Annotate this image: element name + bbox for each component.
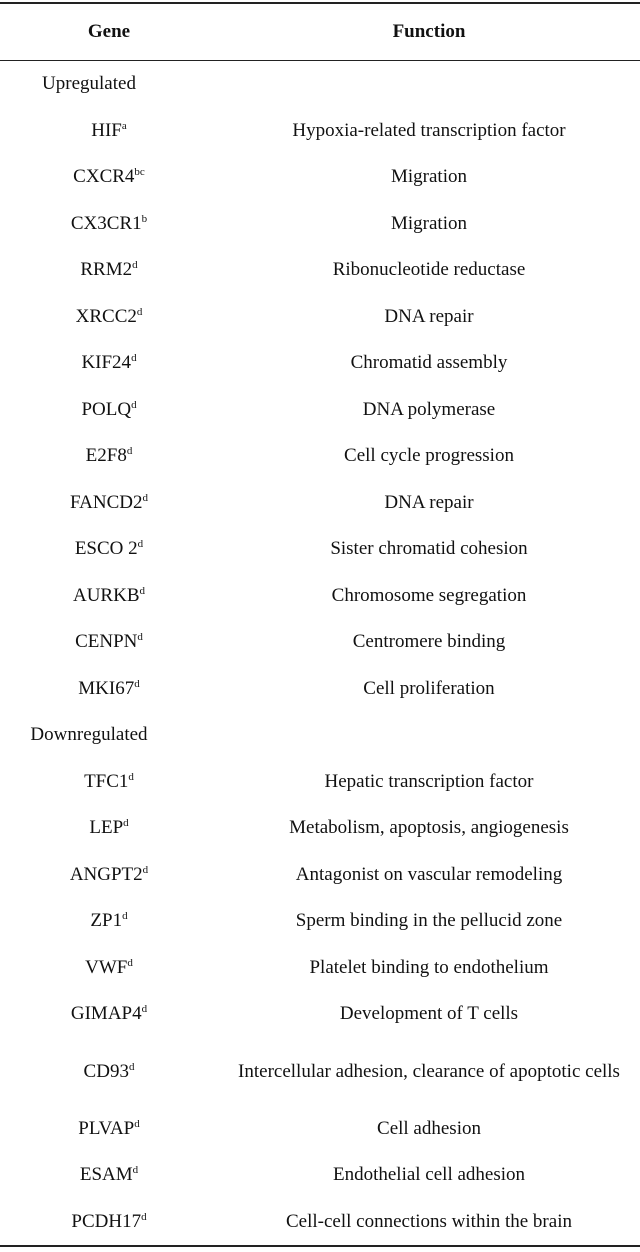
- function-cell: Development of T cells: [339, 1003, 519, 1025]
- gene-name: CX3CR1: [70, 212, 142, 234]
- gene-cell: [0, 433, 218, 480]
- gene-cell: [0, 1038, 218, 1106]
- function-cell: Cell adhesion: [377, 1117, 481, 1139]
- table-row: [0, 201, 640, 248]
- gene-cell: [0, 108, 218, 155]
- gene-cell: [0, 619, 218, 666]
- function-cell: Chromatid assembly: [350, 352, 508, 374]
- function-cell: Sister chromatid cohesion: [330, 538, 528, 560]
- gene-name: TFC1: [84, 770, 129, 792]
- header-row: [0, 3, 640, 61]
- gene-footnote-marker: d: [136, 305, 143, 318]
- table-row: [0, 1106, 640, 1153]
- section-row: [0, 61, 640, 108]
- table-row: [0, 1038, 640, 1106]
- gene-name: GIMAP4: [70, 1003, 142, 1025]
- gene-cell: [0, 526, 218, 573]
- section-label-text: Downregulated: [30, 724, 148, 746]
- gene-cell: [0, 945, 218, 992]
- gene-footnote-marker: d: [142, 863, 149, 876]
- function-cell: Antagonist on vascular remodeling: [295, 863, 563, 885]
- gene-footnote-marker: d: [126, 445, 133, 458]
- gene-footnote-marker: d: [141, 1210, 147, 1223]
- gene-name: XRCC2: [75, 305, 137, 327]
- gene-footnote-marker: b: [141, 212, 148, 225]
- table-header: [0, 3, 640, 61]
- function-cell: DNA polymerase: [362, 398, 496, 420]
- gene-footnote-marker: d: [139, 584, 145, 597]
- table-row: [0, 294, 640, 341]
- table-row: [0, 247, 640, 294]
- gene-name: CXCR4: [73, 166, 135, 188]
- section-label: [0, 61, 218, 108]
- table-row: [0, 852, 640, 899]
- gene-name: ANGPT2: [69, 863, 143, 885]
- gene-name: ESCO 2: [74, 538, 138, 560]
- function-cell: Hepatic transcription factor: [324, 770, 534, 792]
- gene-footnote-marker: d: [137, 631, 143, 644]
- gene-name: LEP: [89, 817, 124, 839]
- function-cell: Sperm binding in the pellucid zone: [295, 910, 563, 932]
- function-cell: Cell-cell connections within the brain: [286, 1210, 572, 1232]
- gene-name: ZP1: [90, 910, 123, 932]
- gene-footnote-marker: d: [142, 491, 148, 504]
- table-row: [0, 154, 640, 201]
- gene-cell: [0, 666, 218, 713]
- gene-name: FANCD2: [70, 491, 143, 513]
- table-row: [0, 805, 640, 852]
- gene-footnote-marker: d: [134, 1117, 140, 1130]
- function-cell: DNA repair: [384, 305, 474, 327]
- function-cell: Metabolism, apoptosis, angiogenesis: [289, 817, 569, 839]
- function-cell: Endothelial cell adhesion: [332, 1164, 526, 1186]
- function-cell: Centromere binding: [352, 631, 506, 653]
- function-cell: Cell cycle progression: [344, 445, 514, 467]
- function-cell: Ribonucleotide reductase: [332, 259, 526, 281]
- function-column-header: Function: [392, 21, 466, 42]
- function-cell: Hypoxia-related transcription factor: [292, 119, 566, 141]
- function-cell: [218, 61, 640, 108]
- function-cell: DNA repair: [384, 491, 474, 513]
- table-row: [0, 945, 640, 992]
- gene-footnote-marker: d: [131, 398, 137, 411]
- table-row: [0, 991, 640, 1038]
- gene-cell: [0, 201, 218, 248]
- function-cell: [218, 712, 640, 759]
- function-cell: Intercellular adhesion, clearance of apoptotic cells: [238, 1060, 620, 1082]
- function-cell: Migration: [391, 166, 467, 188]
- table-row: [0, 1152, 640, 1199]
- table-row: [0, 759, 640, 806]
- section-row: [0, 712, 640, 759]
- gene-cell: [0, 759, 218, 806]
- gene-name: POLQ: [81, 398, 132, 420]
- gene-cell: [0, 387, 218, 434]
- gene-cell: [0, 805, 218, 852]
- gene-cell: [0, 852, 218, 899]
- table-body: [0, 61, 640, 1247]
- gene-cell: [0, 573, 218, 620]
- gene-footnote-marker: d: [132, 1164, 139, 1177]
- table-row: [0, 526, 640, 573]
- gene-cell: [0, 480, 218, 527]
- gene-cell: [0, 294, 218, 341]
- gene-footnote-marker: d: [132, 259, 138, 272]
- gene-cell: [0, 340, 218, 387]
- gene-footnote-marker: d: [128, 770, 134, 783]
- function-cell: Migration: [391, 212, 467, 234]
- gene-name: AURKB: [72, 584, 140, 606]
- function-cell: Platelet binding to endothelium: [309, 956, 549, 978]
- gene-cell: [0, 898, 218, 945]
- gene-footnote-marker: d: [137, 538, 144, 551]
- gene-footnote-marker: a: [121, 119, 127, 132]
- table-row: [0, 573, 640, 620]
- gene-name: E2F8: [85, 445, 127, 467]
- table-row: [0, 433, 640, 480]
- gene-footnote-marker: d: [134, 677, 140, 690]
- gene-footnote-marker: d: [122, 910, 128, 923]
- gene-footnote-marker: d: [123, 817, 129, 830]
- gene-cell: [0, 1152, 218, 1199]
- gene-name: PLVAP: [78, 1117, 135, 1139]
- function-cell: Chromosome segregation: [331, 584, 527, 606]
- function-cell: Cell proliferation: [363, 677, 495, 699]
- gene-name: CD93: [83, 1060, 129, 1082]
- section-label-text: Upregulated: [42, 73, 136, 95]
- gene-cell: [0, 154, 218, 201]
- table-row: [0, 898, 640, 945]
- gene-cell: [0, 1106, 218, 1153]
- gene-name: HIF: [91, 119, 122, 141]
- gene-function-table: [0, 2, 640, 1247]
- gene-name: MKI67: [78, 677, 135, 699]
- gene-name: KIF24: [81, 352, 132, 374]
- gene-footnote-marker: d: [127, 956, 133, 969]
- table-row: [0, 480, 640, 527]
- gene-name: PCDH17: [71, 1210, 142, 1232]
- gene-column-header: Gene: [87, 21, 131, 42]
- table-row: [0, 619, 640, 666]
- gene-name: ESAM: [79, 1164, 133, 1186]
- table-row: [0, 666, 640, 713]
- gene-cell: [0, 991, 218, 1038]
- gene-name: VWF: [85, 956, 128, 978]
- gene-footnote-marker: bc: [134, 166, 145, 179]
- table-row: [0, 1199, 640, 1247]
- gene-footnote-marker: d: [128, 1060, 135, 1073]
- section-label: [0, 712, 218, 759]
- table-row: [0, 108, 640, 155]
- gene-cell: [0, 1199, 218, 1247]
- gene-cell: [0, 247, 218, 294]
- gene-name: CENPN: [75, 631, 138, 653]
- table-row: [0, 340, 640, 387]
- gene-footnote-marker: d: [141, 1003, 148, 1016]
- gene-footnote-marker: d: [131, 352, 137, 365]
- table-row: [0, 387, 640, 434]
- gene-name: RRM2: [80, 259, 133, 281]
